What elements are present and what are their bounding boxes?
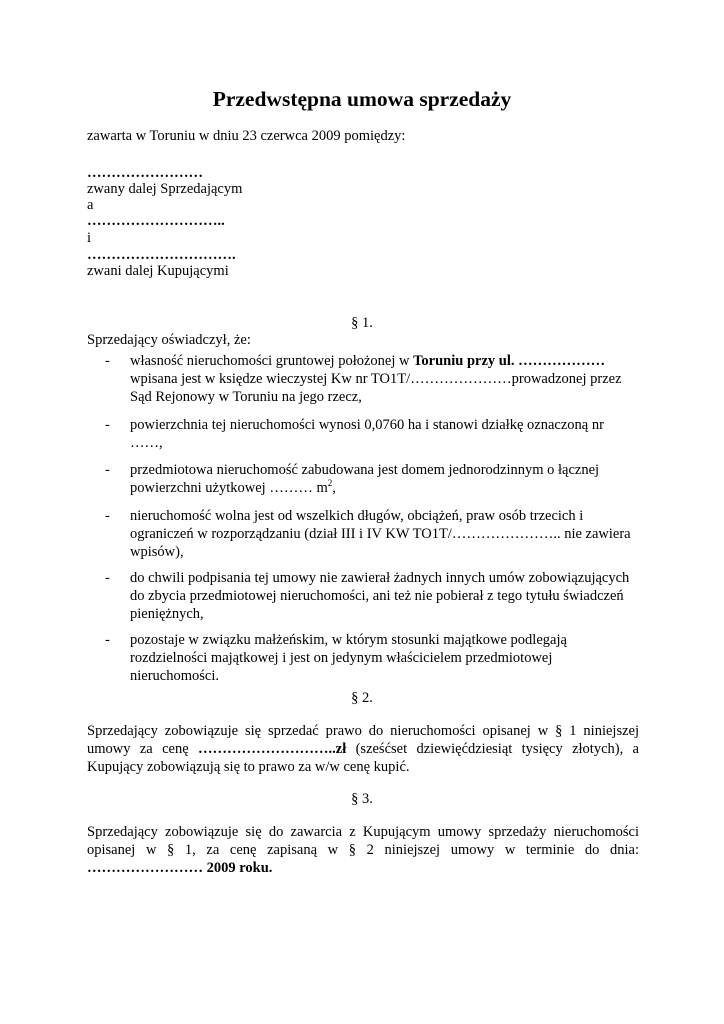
- conjunction-a: a: [87, 197, 94, 213]
- bullet-dash: -: [105, 570, 110, 586]
- intro-line: zawarta w Toruniu w dniu 23 czerwca 2009 pomiędzy:: [87, 128, 406, 144]
- list-item: nieruchomość wolna jest od wszelkich długów, obciążeń, praw osób trzecich i ograniczeń w rozporządzaniu (dział III i IV KW TO1T/………………….. nie zawiera wpisów),: [130, 508, 631, 560]
- section-3-heading: § 3.: [351, 791, 373, 807]
- list-item: powierzchnia tej nieruchomości wynosi 0,0760 ha i stanowi działkę oznaczoną nr ……,: [130, 417, 604, 451]
- conjunction-i: i: [87, 230, 92, 246]
- bullet-dash: -: [105, 462, 110, 478]
- bullet-dash: -: [105, 353, 110, 369]
- buyer-1-placeholder: ………………………..: [87, 213, 225, 229]
- section-2-paragraph: Sprzedający zobowiązuje się sprzedać prawo do nieruchomości opisanej w § 1 niniejszej umowy za cenę ………………………..zł (sześćset dziewięćdziesiąt tysięcy złotych), a Kupujący zobowiązują się to prawo za w/w cenę kupić.: [87, 723, 639, 775]
- section-1-heading: § 1.: [351, 315, 373, 331]
- list-item: pozostaje w związku małżeńskim, w którym stosunki majątkowe podlegają rozdzielności majątkowej i jest on jedynym właścicielem przedmiotowej nieruchomości.: [130, 632, 567, 684]
- list-item: własność nieruchomości gruntowej położonej w Toruniu przy ul. ……………… wpisana jest w księdze wieczystej Kw nr TO1T/…………………prowadzonej przez Sąd Rejonowy w Toruniu na jego rzecz,: [130, 353, 622, 405]
- list-item: do chwili podpisania tej umowy nie zawierał żadnych innych umów zobowiązujących do zbycia przedmiotowej nieruchomości, ani też nie pobierał z tego tytułu świadczeń pieniężnych,: [130, 570, 630, 622]
- document-title: Przedwstępna umowa sprzedaży: [212, 87, 512, 111]
- list-item: przedmiotowa nieruchomość zabudowana jest domem jednorodzinnym o łącznej powierzchni użytkowej ……… $m^2$,: [130, 462, 600, 496]
- section-1-lead: Sprzedający oświadczył, że:: [87, 332, 251, 348]
- bullet-dash: -: [105, 508, 110, 524]
- seller-label: zwany dalej Sprzedającym: [87, 181, 243, 197]
- buyers-label: zwani dalej Kupującymi: [87, 263, 229, 279]
- section-3-paragraph: Sprzedający zobowiązuje się do zawarcia z Kupującym umowy sprzedaży nieruchomości opisanej w § 1, za cenę zapisaną w § 2 niniejszej umowy w terminie do dnia: …………………… 2009 roku.: [87, 824, 639, 876]
- bullet-dash: -: [105, 632, 110, 648]
- section-2-heading: § 2.: [351, 690, 373, 706]
- buyer-2-placeholder: ………………………….: [87, 247, 236, 263]
- bullet-dash: -: [105, 417, 110, 433]
- seller-placeholder: ……………………: [87, 165, 203, 181]
